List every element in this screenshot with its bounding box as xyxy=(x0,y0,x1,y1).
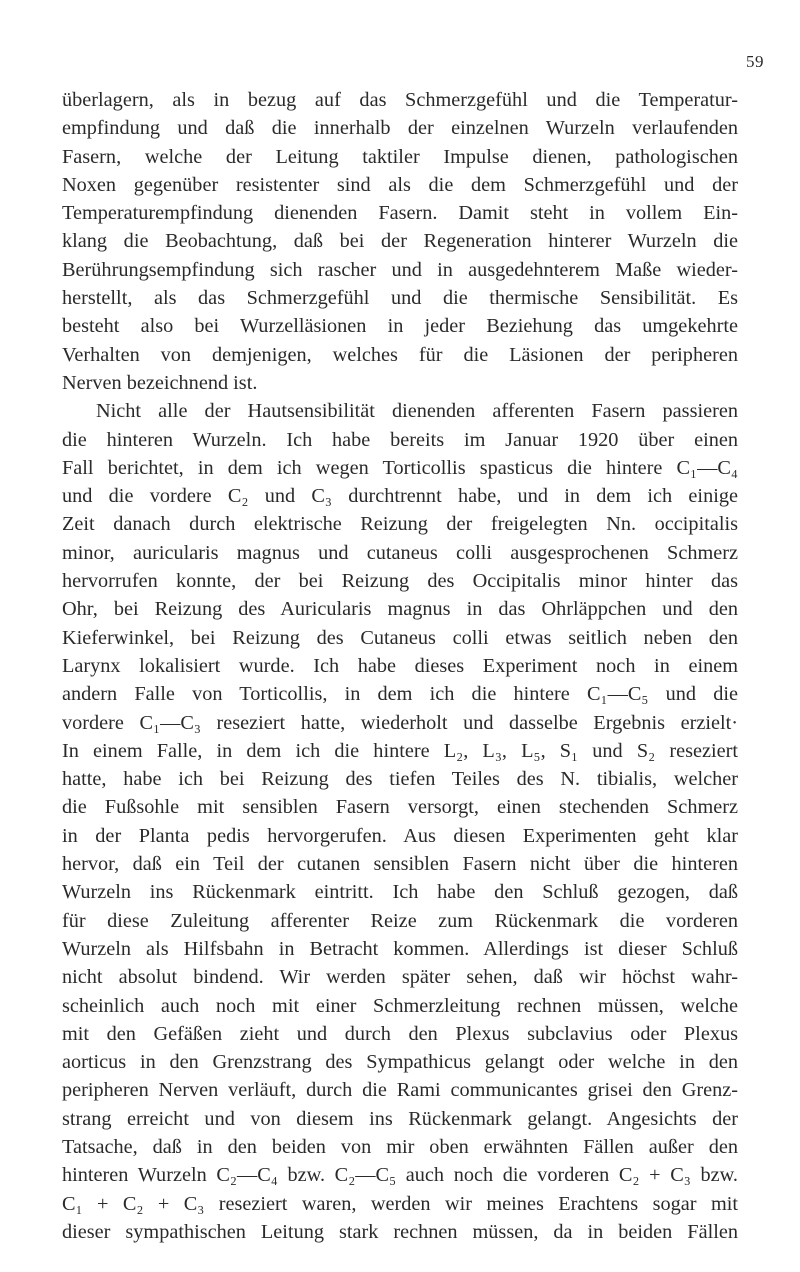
page-number: 59 xyxy=(746,52,764,71)
text-line: andern Falle von Torticollis, in dem ich die hintere C₁—C₅ und die xyxy=(62,683,738,706)
text-line: Larynx lokalisiert wurde. Ich habe dieses Experiment noch in einem xyxy=(62,654,738,677)
text-line: empfindung und daß die innerhalb der einzelnen Wurzeln verlaufenden xyxy=(62,117,738,140)
text-line: In einem Falle, in dem ich die hintere L₂, L₃, L₅, S₁ und S₂ reseziert xyxy=(62,739,738,762)
text-line: Ohr, bei Reizung des Auricularis magnus in das Ohrläppchen und den xyxy=(62,598,738,621)
text-line: vordere C₁—C₃ reseziert hatte, wiederholt und dasselbe Ergebnis erzielt· xyxy=(62,711,738,734)
text-line: C₁ + C₂ + C₃ reseziert waren, werden wir meines Erachtens sogar mit xyxy=(62,1192,738,1215)
text-line: Fasern, welche der Leitung taktiler Impulse dienen, pathologischen xyxy=(62,145,738,168)
text-line: dieser sympathischen Leitung stark rechnen müssen, da in beiden Fällen xyxy=(62,1220,738,1243)
text-line: die Fußsohle mit sensiblen Fasern versorgt, einen stechenden Schmerz xyxy=(62,796,738,819)
text-line: mit den Gefäßen zieht und durch den Plexus subclavius oder Plexus xyxy=(62,1022,738,1045)
text-line: besteht also bei Wurzelläsionen in jeder Beziehung das umgekehrte xyxy=(62,315,738,338)
paragraph xyxy=(62,397,738,1246)
text-line: hinteren Wurzeln C₂—C₄ bzw. C₂—C₅ auch noch die vorderen C₂ + C₃ bzw. xyxy=(62,1164,738,1187)
text-line: Temperaturempfindung dienenden Fasern. Damit steht in vollem Ein- xyxy=(62,202,738,225)
text-line: nicht absolut bindend. Wir werden später sehen, daß wir höchst wahr- xyxy=(62,966,738,989)
text-line: Wurzeln ins Rückenmark eintritt. Ich habe den Schluß gezogen, daß xyxy=(62,881,738,904)
paragraph xyxy=(62,86,738,397)
text-line: strang erreicht und von diesem ins Rückenmark gelangt. Angesichts der xyxy=(62,1107,738,1130)
text-line: Fall berichtet, in dem ich wegen Torticollis spasticus die hintere C₁—C₄ xyxy=(62,456,738,479)
text-line: peripheren Nerven verläuft, durch die Rami communicantes grisei den Grenz- xyxy=(62,1079,738,1102)
text-line: und die vordere C₂ und C₃ durchtrennt habe, und in dem ich einige xyxy=(62,485,738,508)
text-line: für diese Zuleitung afferenter Reize zum Rückenmark die vorderen xyxy=(62,909,738,932)
text-line: hatte, habe ich bei Reizung des tiefen Teiles des N. tibialis, welcher xyxy=(62,768,738,791)
text-line: in der Planta pedis hervorgerufen. Aus diesen Experimenten geht klar xyxy=(62,824,738,847)
body-text xyxy=(62,86,738,1246)
text-line: Kieferwinkel, bei Reizung des Cutaneus colli etwas seitlich neben den xyxy=(62,626,738,649)
text-line: hervor, daß ein Teil der cutanen sensiblen Fasern nicht über die hinteren xyxy=(62,853,738,876)
text-line: herstellt, als das Schmerzgefühl und die thermische Sensibilität. Es xyxy=(62,287,738,310)
text-line: Tatsache, daß in den beiden von mir oben erwähnten Fällen außer den xyxy=(62,1135,738,1158)
text-line: scheinlich auch noch mit einer Schmerzleitung rechnen müssen, welche xyxy=(62,994,738,1017)
text-line: Nicht alle der Hautsensibilität dienenden afferenten Fasern passieren xyxy=(96,400,738,423)
text-line: Zeit danach durch elektrische Reizung der freigelegten Nn. occipitalis xyxy=(62,513,738,536)
text-line: hervorrufen konnte, der bei Reizung des Occipitalis minor hinter das xyxy=(62,570,738,593)
text-line: Wurzeln als Hilfsbahn in Betracht kommen. Allerdings ist dieser Schluß xyxy=(62,937,738,960)
text-line: Nerven bezeichnend ist. xyxy=(62,371,258,394)
text-line: klang die Beobachtung, daß bei der Regeneration hinterer Wurzeln die xyxy=(62,230,738,253)
text-line: überlagern, als in bezug auf das Schmerzgefühl und die Temperatur- xyxy=(62,89,738,111)
text-line: aorticus in den Grenzstrang des Sympathicus gelangt oder welche in den xyxy=(62,1051,738,1074)
text-line: die hinteren Wurzeln. Ich habe bereits im Januar 1920 über einen xyxy=(62,428,738,451)
text-line: Verhalten von demjenigen, welches für die Läsionen der peripheren xyxy=(62,343,738,366)
text-line: minor, auricularis magnus und cutaneus colli ausgesprochenen Schmerz xyxy=(62,541,738,564)
text-line: Berührungsempfindung sich rascher und in ausgedehnterem Maße wieder- xyxy=(62,258,738,281)
text-line: Noxen gegenüber resistenter sind als die dem Schmerzgefühl und der xyxy=(62,173,738,196)
